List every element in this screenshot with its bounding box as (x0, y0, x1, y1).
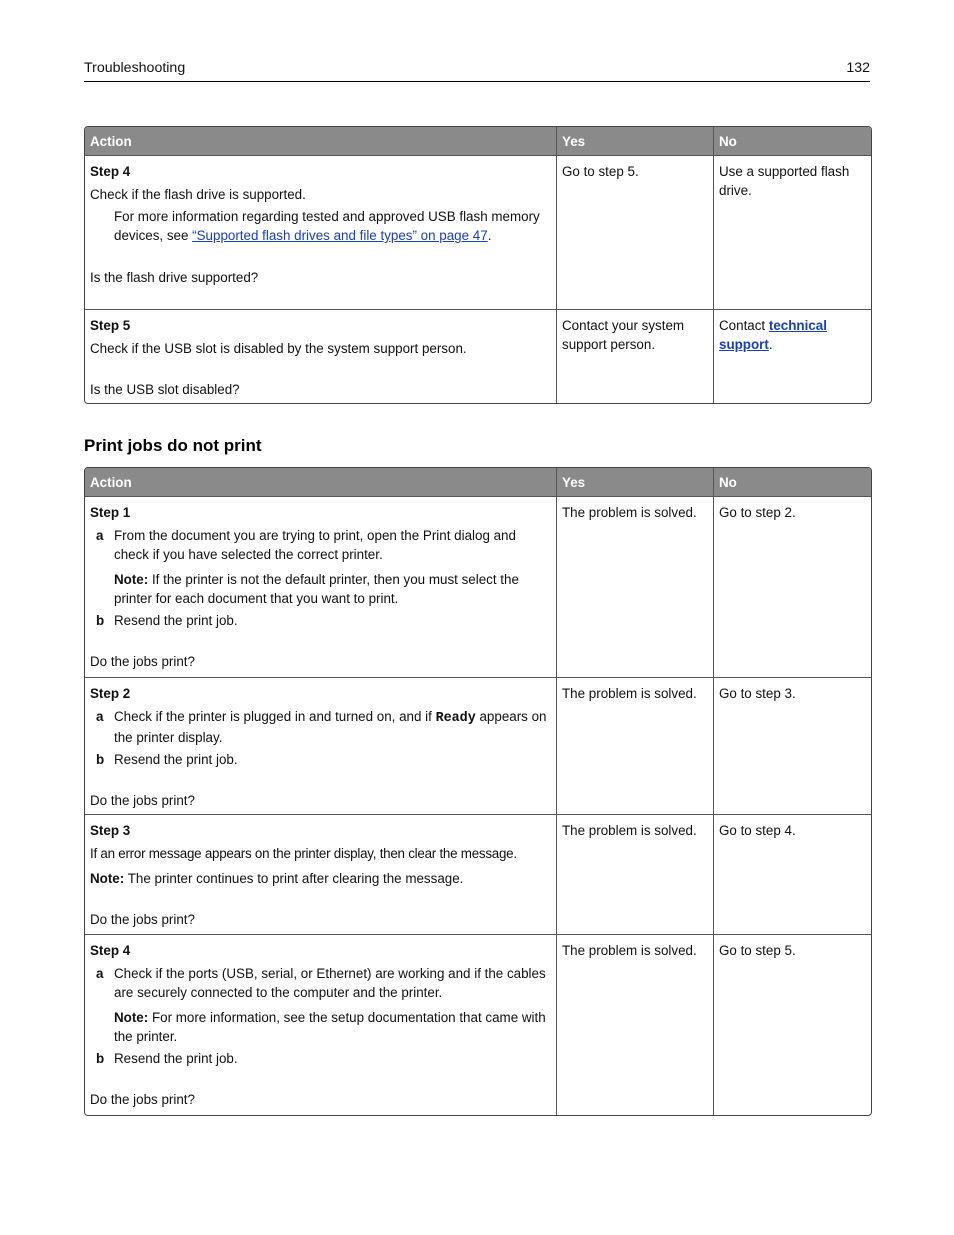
flash-drives-link[interactable]: “Supported flash drives and file types” on page 47 (192, 228, 488, 243)
no-cell: Contact technical support. (713, 309, 871, 403)
action-cell (85, 496, 556, 677)
table-row (85, 934, 871, 1115)
section-title: Print jobs do not print (84, 436, 262, 455)
yes-cell: The problem is solved. (556, 934, 713, 1115)
table-row (85, 677, 871, 814)
step-text: Check if the USB slot is disabled by the system support person. (90, 341, 467, 356)
step-question: Do the jobs print? (90, 1092, 195, 1107)
table-row (85, 155, 871, 309)
step-question: Do the jobs print? (90, 912, 195, 927)
step-question: Is the flash drive supported? (90, 270, 259, 285)
table-row (85, 814, 871, 934)
table-row (85, 309, 871, 403)
table-row (85, 496, 871, 677)
list-item: a Check if the ports (USB, serial, or Ethernet) are working and if the cables are securely connected to the computer and the printer. (96, 966, 546, 1000)
step-title: Step 5 (90, 318, 131, 333)
header-section: Troubleshooting (84, 60, 186, 76)
ready-status-text: Ready (435, 711, 476, 726)
yes-cell: The problem is solved. (556, 496, 713, 677)
col-yes-header: Yes (556, 468, 713, 496)
yes-cell: Go to step 5. (556, 155, 713, 309)
step-question: Is the USB slot disabled? (90, 382, 240, 397)
yes-cell: The problem is solved. (556, 814, 713, 934)
step-question: Do the jobs print? (90, 793, 195, 808)
no-cell: Go to step 3. (713, 677, 871, 814)
list-item: b Resend the print job. (96, 1051, 238, 1066)
col-action-header: Action (85, 127, 556, 155)
list-item: a Check if the printer is plugged in and turned on, and if Ready appears on the printer display. (96, 709, 547, 745)
table-header-row (85, 468, 871, 496)
no-cell: Go to step 4. (713, 814, 871, 934)
step-text: Check if the flash drive is supported. (90, 187, 306, 202)
step-title: Step 2 (90, 686, 131, 701)
table-header-row (85, 127, 871, 155)
step-title: Step 4 (90, 943, 131, 958)
yes-cell: The problem is solved. (556, 677, 713, 814)
col-yes-header: Yes (556, 127, 713, 155)
page-header (84, 60, 870, 82)
col-action-header: Action (85, 468, 556, 496)
note-text: Note: For more information, see the setup documentation that came with the printer. (114, 1010, 546, 1044)
table-flash-drive (84, 126, 872, 404)
list-item: b Resend the print job. (96, 752, 238, 767)
no-cell: Go to step 5. (713, 934, 871, 1115)
col-no-header: No (713, 127, 871, 155)
table-print-jobs (84, 467, 872, 1116)
note-text: Note: The printer continues to print after clearing the message. (90, 871, 464, 886)
step-title: Step 4 (90, 164, 131, 179)
note-text: Note: If the printer is not the default printer, then you must select the printer for each document that you want to print. (114, 572, 519, 606)
action-cell (85, 934, 556, 1115)
yes-cell: Contact your system support person. (556, 309, 713, 403)
page-number: 132 (846, 60, 870, 76)
technical-support-link[interactable]: technical support (719, 318, 827, 352)
step-title: Step 3 (90, 823, 131, 838)
step-text: If an error message appears on the printer display, then clear the message. (90, 846, 517, 861)
step-question: Do the jobs print? (90, 654, 195, 669)
no-cell: Go to step 2. (713, 496, 871, 677)
info-text: For more information regarding tested and approved USB flash memory devices, see “Supported flash drives and file types” on page 47. (114, 209, 540, 243)
list-item: a From the document you are trying to print, open the Print dialog and check if you have selected the correct printer. (96, 528, 516, 562)
no-cell: Use a supported flash drive. (713, 155, 871, 309)
action-cell (85, 155, 556, 309)
step-title: Step 1 (90, 505, 131, 520)
action-cell (85, 814, 556, 934)
col-no-header: No (713, 468, 871, 496)
action-cell (85, 309, 556, 403)
list-item: b Resend the print job. (96, 613, 238, 628)
action-cell (85, 677, 556, 814)
